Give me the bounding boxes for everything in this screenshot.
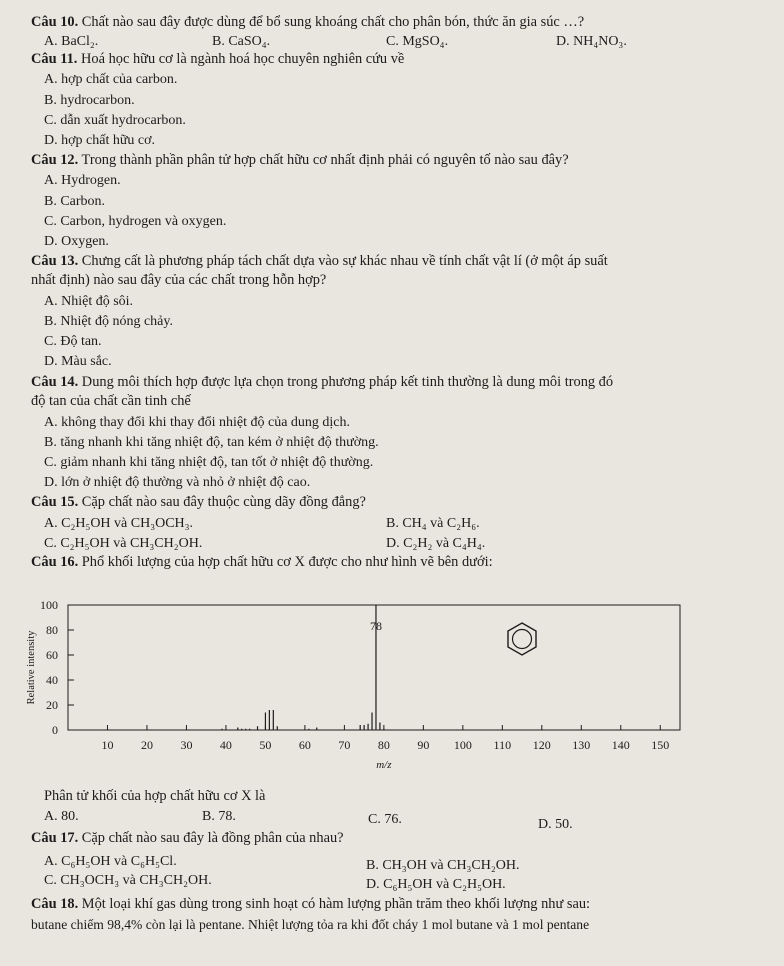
q15-option-d: D. C₂H₂ và C₄H₄. xyxy=(386,536,486,551)
q14-option-c: C. giảm nhanh khi tăng nhiệt độ, tan tốt ở nhiệt độ thường. xyxy=(44,455,374,470)
q17-option-d: D. C₆H₅OH và C₂H₅OH. xyxy=(366,877,506,892)
benzene-structure-icon xyxy=(508,623,536,655)
x-tick-label: 150 xyxy=(651,738,670,752)
q10-option-c: C. MgSO₄. xyxy=(386,34,449,49)
y-tick-label: 80 xyxy=(46,623,58,637)
q15-option-b: B. CH₄ và C₂H₆. xyxy=(386,516,480,531)
q16-option-c: C. 76. xyxy=(368,812,402,827)
y-tick-label: 40 xyxy=(46,673,58,687)
question-18-number: Câu 18. xyxy=(31,896,79,912)
x-tick-label: 10 xyxy=(101,738,114,752)
x-tick-label: 40 xyxy=(219,738,232,752)
question-18-text-line2: butane chiếm 98,4% còn lại là pentane. Nhiệt lượng tỏa ra khi đốt cháy 1 mol butane và 1 mol pentane xyxy=(31,917,590,932)
question-17-text: Cặp chất nào sau đây là đồng phân của nhau? xyxy=(81,830,344,846)
x-tick-label: 90 xyxy=(417,738,430,752)
question-11 xyxy=(31,51,404,68)
question-14-text-line1: Dung môi thích hợp được lựa chọn trong phương pháp kết tinh thường là dung môi trong đó xyxy=(81,374,614,390)
q14-option-b: B. tăng nhanh khi tăng nhiệt độ, tan kém ở nhiệt độ thường. xyxy=(44,435,379,450)
question-12 xyxy=(31,152,569,169)
question-10 xyxy=(31,14,584,31)
x-tick-label: 140 xyxy=(611,738,630,752)
q13-option-c: C. Độ tan. xyxy=(44,334,102,349)
question-12-number: Câu 12. xyxy=(31,152,79,168)
y-tick-label: 20 xyxy=(46,698,58,712)
x-tick-label: 30 xyxy=(180,738,193,752)
q16-option-d: D. 50. xyxy=(538,817,573,832)
q16-option-b: B. 78. xyxy=(202,809,236,824)
q13-option-a: A. Nhiệt độ sôi. xyxy=(44,294,134,309)
q10-option-a: A. BaCl₂. xyxy=(44,34,99,49)
question-17 xyxy=(31,830,344,847)
question-11-number: Câu 11. xyxy=(31,51,78,67)
question-16 xyxy=(31,554,493,571)
q11-option-c: C. dẫn xuất hydrocarbon. xyxy=(44,113,186,128)
question-14-text-line2: độ tan của chất cần tinh chế xyxy=(31,393,191,409)
question-17-number: Câu 17. xyxy=(31,830,79,846)
question-15-number: Câu 15. xyxy=(31,494,79,510)
question-13-text-line2: nhất định) nào sau đây của các chất trong hỗn hợp? xyxy=(31,272,327,288)
x-tick-label: 70 xyxy=(338,738,351,752)
question-13-text-line1: Chưng cất là phương pháp tách chất dựa vào sự khác nhau về tính chất vật lí (ở một áp suất xyxy=(81,253,608,269)
x-tick-label: 20 xyxy=(140,738,153,752)
x-tick-label: 110 xyxy=(493,738,512,752)
question-14-number: Câu 14. xyxy=(31,374,79,390)
q17-option-a: A. C₆H₅OH và C₆H₅Cl. xyxy=(44,854,177,869)
question-12-text: Trong thành phần phân tử hợp chất hữu cơ nhất định phải có nguyên tố nào sau đây? xyxy=(81,152,569,168)
q11-option-a: A. hợp chất của carbon. xyxy=(44,72,178,87)
x-tick-label: 120 xyxy=(532,738,551,752)
question-18 xyxy=(31,896,590,913)
q12-option-a: A. Hydrogen. xyxy=(44,173,121,188)
x-tick-label: 60 xyxy=(298,738,311,752)
x-axis-label: m/z xyxy=(376,759,392,771)
q17-option-c: C. CH₃OCH₃ và CH₃CH₂OH. xyxy=(44,873,212,888)
question-14 xyxy=(31,374,613,391)
q15-option-c: C. C₂H₅OH và CH₃CH₂OH. xyxy=(44,536,203,551)
question-10-number: Câu 10. xyxy=(31,14,79,30)
mass-spectrum-chart xyxy=(0,570,784,785)
y-tick-label: 60 xyxy=(46,648,58,662)
question-15 xyxy=(31,494,366,511)
q14-option-a: A. không thay đổi khi thay đổi nhiệt độ của dung dịch. xyxy=(44,415,351,430)
y-axis-label: Relative intensity xyxy=(26,630,37,705)
question-16-caption: Phân tử khối của hợp chất hữu cơ X là xyxy=(44,788,266,804)
peak-label: 78 xyxy=(369,619,382,633)
x-tick-label: 130 xyxy=(572,738,591,752)
q12-option-b: B. Carbon. xyxy=(44,194,106,209)
q11-option-d: D. hợp chất hữu cơ. xyxy=(44,133,156,148)
q12-option-c: C. Carbon, hydrogen và oxygen. xyxy=(44,214,227,229)
y-tick-label: 0 xyxy=(52,723,58,737)
question-13 xyxy=(31,253,608,270)
q10-option-b: B. CaSO₄. xyxy=(212,34,271,49)
question-16-text: Phổ khối lượng của hợp chất hữu cơ X được cho như hình vẽ bên dưới: xyxy=(81,554,493,570)
q14-option-d: D. lớn ở nhiệt độ thường và nhỏ ở nhiệt độ cao. xyxy=(44,475,311,490)
q10-option-d: D. NH₄NO₃. xyxy=(556,34,627,49)
question-16-number: Câu 16. xyxy=(31,554,79,570)
q17-option-b: B. CH₃OH và CH₃CH₂OH. xyxy=(366,858,520,873)
q12-option-d: D. Oxygen. xyxy=(44,234,109,249)
q13-option-d: D. Màu sắc. xyxy=(44,354,112,369)
x-tick-label: 100 xyxy=(453,738,472,752)
question-10-text: Chất nào sau đây được dùng để bổ sung khoáng chất cho phân bón, thức ăn gia súc …? xyxy=(81,14,585,30)
question-11-text: Hoá học hữu cơ là ngành hoá học chuyên nghiên cứu về xyxy=(81,51,405,67)
x-tick-label: 50 xyxy=(259,738,272,752)
question-15-text: Cặp chất nào sau đây thuộc cùng dãy đồng đẳng? xyxy=(81,494,366,510)
q16-option-a: A. 80. xyxy=(44,809,79,824)
question-13-number: Câu 13. xyxy=(31,253,79,269)
q15-option-a: A. C₂H₅OH và CH₃OCH₃. xyxy=(44,516,194,531)
q11-option-b: B. hydrocarbon. xyxy=(44,93,135,108)
y-tick-label: 100 xyxy=(40,598,58,612)
q13-option-b: B. Nhiệt độ nóng chảy. xyxy=(44,314,173,329)
question-18-text-line1: Một loại khí gas dùng trong sinh hoạt có hàm lượng phần trăm theo khối lượng như sau: xyxy=(81,896,591,912)
x-tick-label: 80 xyxy=(377,738,390,752)
